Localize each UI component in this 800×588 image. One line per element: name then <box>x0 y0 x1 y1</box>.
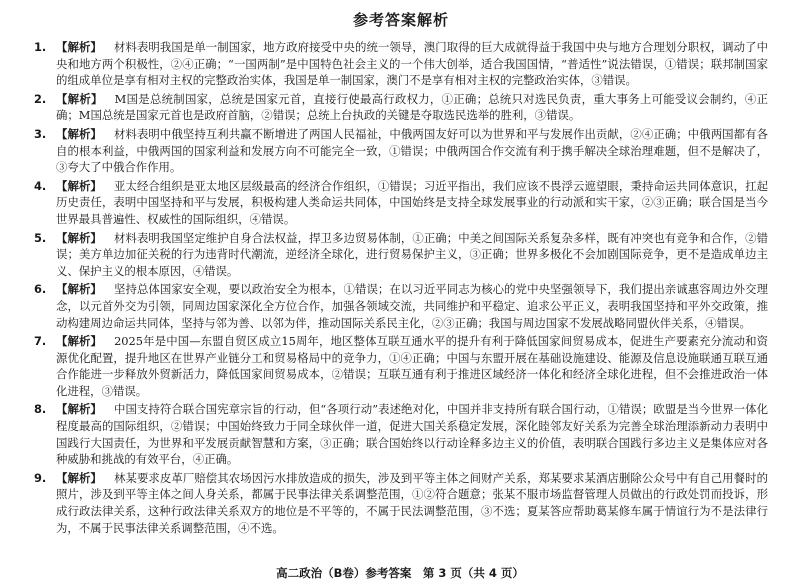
answer-number: 8. <box>34 402 47 417</box>
answer-text: M国是总统制国家，总统是国家元首，直接行使最高行政权力，①正确；总统只对选民负责，重大事务上可能受议会制约，④正确；M国总统是国家元首也是政府首脑，②错误；总统上台执政的关键是夺取选民选举的胜利，③错误。 <box>56 91 768 123</box>
answer-list <box>34 39 768 536</box>
answer-item-3 <box>34 126 768 176</box>
answer-number: 3. <box>34 126 47 141</box>
page-footer: 高二政治（B卷）参考答案 第 3 页（共 4 页） <box>276 566 524 580</box>
answer-item-7 <box>34 333 768 399</box>
answer-text: 材料表明中俄坚持互利共赢不断增进了两国人民福祉，中俄两国友好可以为世界和平与发展作出贡献，②④正确；中俄两国都有各自的根本利益，中俄两国的国家利益和发展方向不可能完全一致，①错误；中俄两国合作交流有利于携手解决全球治理难题，但不是解决了，③夸大了中俄合作作用。 <box>56 126 768 175</box>
answer-text: 2025年是中国—东盟自贸区成立15周年，地区整体互联互通水平的提升有利于降低国家间贸易成本，促进生产要素充分流动和资源优化配置，提升地区在世界产业链分工和贸易格局中的竞争力，①④正确；中国与东盟开展在基础设施建设、能源及信息设施联通互联互通合作能进一步释放外贸新活力，降低国家间贸易成本，②错误；互联互通有利于推进区域经济一体化和经济全球化进程，但不会推进政治一体化进程，③错误。 <box>56 334 768 398</box>
answer-number: 1. <box>34 40 47 54</box>
analysis-tag: 【解析】 <box>56 402 102 417</box>
answer-item-8 <box>34 401 768 467</box>
answer-number: 9. <box>34 470 47 485</box>
answer-item-6 <box>34 281 768 331</box>
answer-item-9 <box>34 470 768 536</box>
answer-text: 林某要求皮革厂赔偿其农场因污水排放造成的损失，涉及到平等主体之间财产关系，郑某要求某酒店删除公众号中有自己用餐时的照片，涉及到平等主体之间人身关系，都属于民事法律关系调整范围，①②符合题意；张某不服市场监督管理人员做出的行政处罚而投诉，形成行政法律关系，这种行政法律关系双方的地位是不平等的，不属于民法调整范围，③不选；夏某答应帮助葛某修车属于情谊行为不是法律行为，不属于民事法律关系调整范围，④不选。 <box>56 470 768 535</box>
analysis-tag: 【解析】 <box>56 126 102 141</box>
answer-text: 材料表明我国是单一制国家，地方政府接受中央的统一领导，澳门取得的巨大成就得益于我国中央与地方合理划分职权，调动了中央和地方两个积极性，②④正确；“一国两制”是中国特色社会主义的一个伟大创举，适合我国国情，“普适性”说法错误，①错误；联邦制国家的组成单位是享有相对主权的完整政治实体，我国是单一制国家，澳门不是享有相对主权的完整政治实体，③错误。 <box>56 40 768 88</box>
answer-item-4 <box>34 178 768 228</box>
answer-text: 材料表明我国坚定维护自身合法权益，捍卫多边贸易体制，①正确；中美之间国际关系复杂多样，既有冲突也有竞争和合作，②错误；美方单边加征关税的行为违背时代潮流，逆经济全球化，进行贸易保护主义，③正确；世界多极化不会加剧国际竞争，更不是造成单边主义、保护主义的根本原因，④错误。 <box>56 230 768 278</box>
analysis-tag: 【解析】 <box>56 470 102 485</box>
answer-item-2 <box>34 91 768 124</box>
answer-item-5 <box>34 230 768 280</box>
answer-number: 6. <box>34 282 47 297</box>
analysis-tag: 【解析】 <box>56 91 103 106</box>
answer-number: 4. <box>34 178 47 193</box>
answer-text: 亚太经合组织是亚太地区层级最高的经济合作组织，①错误；习近平指出，我们应该不畏浮云遮望眼，秉持命运共同体意识，扛起历史责任，表明中国坚持和平与发展，积极构建人类命运共同体，中国始终是支持全球发展事业的行动派和实干家，②③正确；联合国是当今世界最具普遍性、权威性的国际组织，④错误。 <box>56 178 768 226</box>
answer-text: 中国支持符合联合国宪章宗旨的行动，但“各项行动”表述绝对化，中国并非支持所有联合国行动，①错误；欧盟是当今世界一体化程度最高的国际组织，②错误；中国始终致力于同全球伙伴一道，促进大国关系稳定发展，深化睦邻友好关系为完善全球治理添新动力表明中国践行大国责任，为世界和平发展贡献智慧和方案，③正确；联合国始终以行动诠释多边主义的价值，表明联合国践行多边主义是集体应对各种威胁和挑战的有效平台，④正确。 <box>56 402 768 467</box>
analysis-tag: 【解析】 <box>56 230 102 245</box>
answer-number: 2. <box>34 91 47 106</box>
analysis-tag: 【解析】 <box>56 334 103 349</box>
page-title: 参考答案解析 <box>352 11 449 29</box>
answer-item-1 <box>34 39 768 89</box>
analysis-tag: 【解析】 <box>56 282 102 297</box>
answer-number: 5. <box>34 230 47 245</box>
answer-text: 坚持总体国家安全观，要以政治安全为根本，①错误；在以习近平同志为核心的党中央坚强领导下，我们提出亲诚惠容周边外交理念，以元首外交为引领，同周边国家深化全方位合作，加强各领域交流，共同维护和平稳定、追求公平正义，表明我国坚持和平外交政策，推动构建周边命运共同体，坚持与邻为善、以邻为伴，推动国际关系民主化，②③正确；我国与周边国家不发展战略同盟伙伴关系，④错误。 <box>56 282 768 330</box>
analysis-tag: 【解析】 <box>56 178 102 193</box>
analysis-tag: 【解析】 <box>56 40 102 54</box>
answer-number: 7. <box>34 334 47 349</box>
